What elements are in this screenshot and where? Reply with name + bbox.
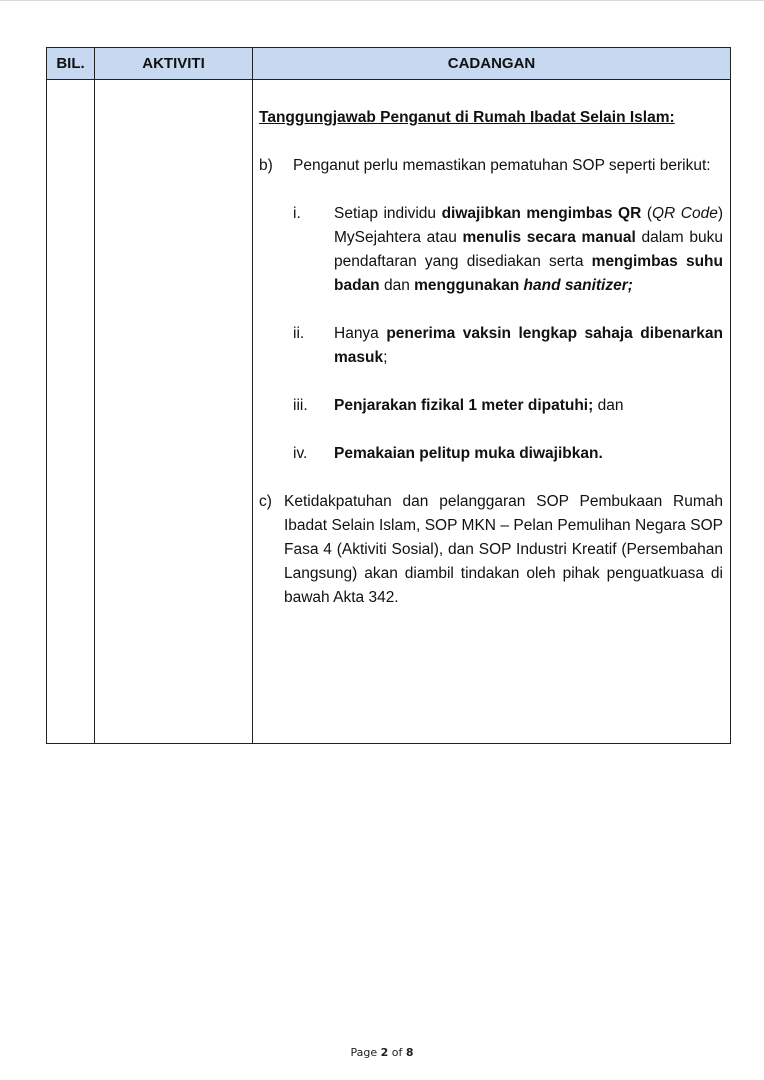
cadangan-content [253, 80, 730, 610]
item-c-text: Ketidakpatuhan dan pelanggaran SOP Pembukaan Rumah Ibadat Selain Islam, SOP MKN – Pelan Pemulihan Negara SOP Fasa 4 (Aktiviti Sosial), dan SOP Industri Kreatif (Persembahan Langsung) akan diambil tindakan oleh pihak penguatkuasa di bawah Akta 342. [284, 493, 723, 606]
text-run: Hanya [334, 325, 387, 342]
text-run: penerima vaksin lengkap sahaja dibenarkan masuk [334, 325, 723, 366]
text-run: ; [383, 349, 388, 366]
current-page-number: 2 [380, 1046, 389, 1059]
text-run: menulis secara manual [462, 229, 636, 246]
item-c-marker: c) [259, 493, 272, 510]
sub-item [293, 202, 723, 298]
sub-item-marker: i. [293, 205, 301, 222]
text-run: Setiap individu [334, 205, 442, 222]
text-run: dalam buku pendaftaran yang disediakan serta [334, 229, 723, 270]
total-pages-number: 8 [405, 1046, 414, 1059]
cell-bil [47, 80, 95, 744]
sub-item-text [334, 394, 723, 418]
cell-cadangan [253, 80, 731, 744]
text-run: Pemakaian pelitup muka diwajibkan. [334, 445, 603, 462]
cell-aktiviti [95, 80, 253, 744]
header-aktiviti: AKTIVITI [95, 48, 253, 80]
sub-item-marker: ii. [293, 325, 305, 342]
table-header-row [47, 48, 731, 80]
item-b-text: Penganut perlu memastikan pematuhan SOP seperti berikut: [293, 157, 711, 174]
sub-item [293, 442, 723, 466]
list-item-c [259, 490, 723, 610]
sub-item-marker: iii. [293, 397, 308, 414]
sublist [293, 202, 723, 466]
table-row [47, 80, 731, 744]
section-heading: Tanggungjawab Penganut di Rumah Ibadat Selain Islam: [259, 109, 675, 126]
text-run: mengimbas suhu badan [334, 253, 723, 294]
top-border-line [0, 0, 764, 1]
of-label: of [391, 1046, 403, 1059]
sub-item-text [334, 322, 723, 370]
text-run: dan [379, 277, 415, 294]
text-run: diwajibkan mengimbas QR [441, 205, 642, 222]
text-run: dan [593, 397, 624, 414]
text-run: menggunakan [414, 277, 524, 294]
page-label: Page [350, 1046, 378, 1059]
sub-item-marker: iv. [293, 445, 308, 462]
text-run: hand sanitizer; [523, 277, 633, 294]
sub-item-text [334, 202, 723, 298]
item-b-marker: b) [259, 157, 273, 174]
sub-item [293, 394, 723, 418]
header-cadangan: CADANGAN [253, 48, 731, 80]
list-item-b [259, 154, 723, 178]
sop-table [46, 47, 731, 744]
header-bil: BIL. [47, 48, 95, 80]
text-run: QR Code [651, 205, 718, 222]
text-run: ( [641, 205, 652, 222]
sub-item [293, 322, 723, 370]
page-footer [0, 1046, 764, 1059]
sub-item-text [334, 442, 723, 466]
text-run: Penjarakan fizikal 1 meter dipatuhi; [334, 397, 594, 414]
text-run: ) MySejahtera atau [334, 205, 723, 246]
